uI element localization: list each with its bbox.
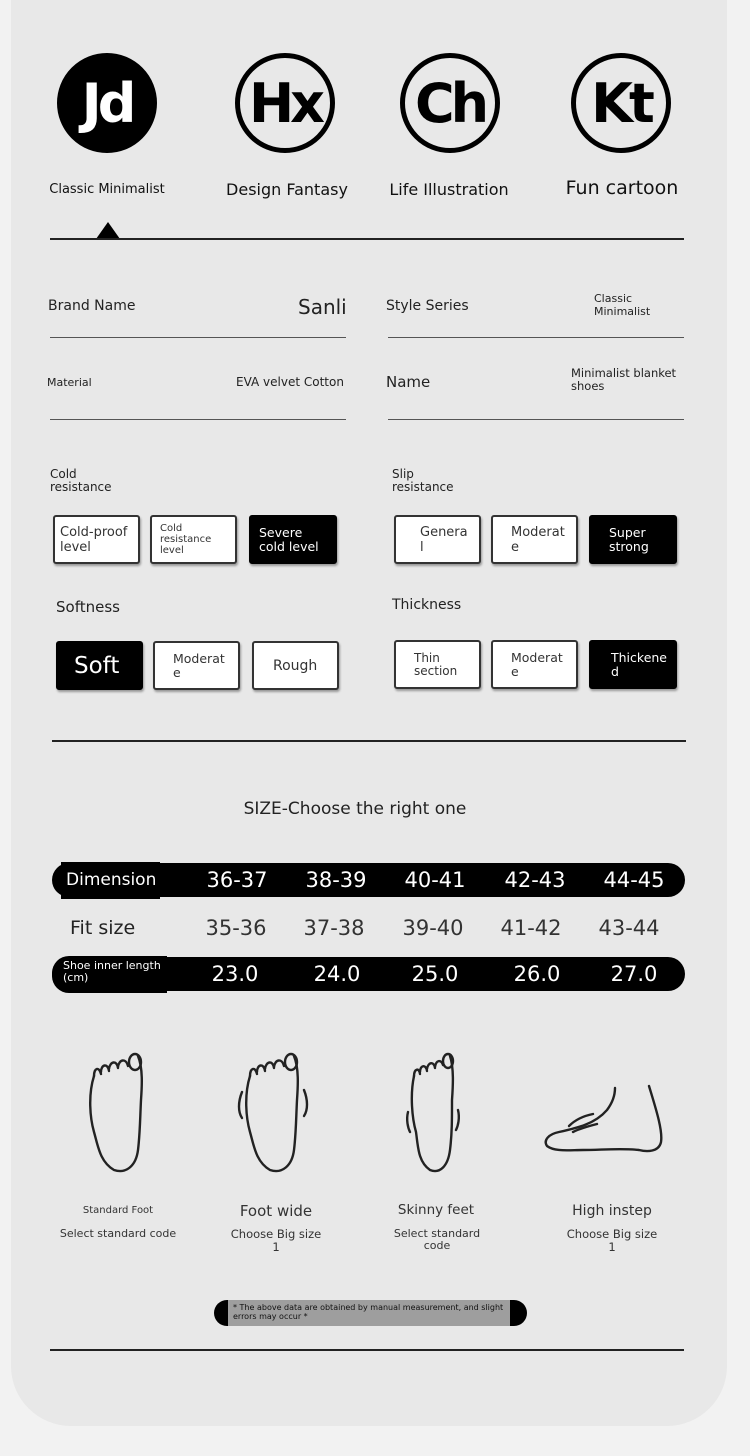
size-cell: 35-36 xyxy=(205,916,267,940)
wide-foot-icon xyxy=(236,1050,316,1176)
foot-advice: Select standard code xyxy=(59,1227,177,1240)
foot-type-label: High instep xyxy=(572,1203,652,1219)
style-logo-ch[interactable]: Ch xyxy=(400,53,500,153)
divider-top xyxy=(50,238,684,240)
info-divider xyxy=(50,337,346,338)
style-logo-kt[interactable]: Kt xyxy=(571,53,671,153)
slip-option-moderate[interactable]: Moderate xyxy=(491,515,578,564)
style-logo-hx[interactable]: Hx xyxy=(235,53,335,153)
foot-advice: Select standard code xyxy=(393,1227,481,1252)
divider-bottom xyxy=(50,1349,684,1351)
measurement-note-pill xyxy=(214,1300,527,1326)
fit-size-label: Fit size xyxy=(70,917,136,939)
size-cell: 43-44 xyxy=(598,916,660,940)
size-title: SIZE-Choose the right one xyxy=(243,799,467,819)
size-cell: 39-40 xyxy=(402,916,464,940)
size-cell: 23.0 xyxy=(211,962,259,986)
material-label: Material xyxy=(47,376,92,389)
softness-option-moderate[interactable]: Moderate xyxy=(153,641,240,690)
softness-label: Softness xyxy=(56,598,120,616)
slip-option-general[interactable]: General xyxy=(394,515,481,564)
info-divider xyxy=(388,337,684,338)
style-logo-jd[interactable]: Jd xyxy=(57,53,157,153)
thickness-option-thickened[interactable]: Thickened xyxy=(589,640,677,689)
size-cell: 37-38 xyxy=(303,916,365,940)
size-cell: 24.0 xyxy=(313,962,361,986)
shoe-length-label: Shoe inner length (cm) xyxy=(63,959,161,984)
style-label-life: Life Illustration xyxy=(389,180,509,199)
skinny-foot-icon xyxy=(404,1050,464,1176)
size-cell: 26.0 xyxy=(513,962,561,986)
material-value: EVA velvet Cotton xyxy=(236,375,344,389)
dimension-label: Dimension xyxy=(66,870,157,890)
foot-type-label: Foot wide xyxy=(239,1202,313,1220)
name-label: Name xyxy=(386,373,431,391)
foot-type-label: Skinny feet xyxy=(397,1202,475,1218)
softness-option-soft[interactable]: Soft xyxy=(56,641,143,690)
brand-name-value: Sanli xyxy=(298,295,347,319)
info-divider xyxy=(50,419,346,420)
size-cell: 41-42 xyxy=(500,916,562,940)
style-label-fun: Fun cartoon xyxy=(565,177,679,199)
size-cell: 38-39 xyxy=(305,868,367,892)
thickness-option-moderate[interactable]: Moderate xyxy=(491,640,578,689)
size-cell: 44-45 xyxy=(603,868,665,892)
measurement-note: * The above data are obtained by manual measurement, and slight errors may occur * xyxy=(233,1303,504,1321)
standard-foot-icon xyxy=(80,1050,156,1176)
info-divider xyxy=(388,419,684,420)
size-cell: 42-43 xyxy=(504,868,566,892)
softness-option-rough[interactable]: Rough xyxy=(252,641,339,690)
foot-advice: Choose Big size 1 xyxy=(230,1227,322,1254)
style-series-value: Classic Minimalist xyxy=(594,292,651,318)
cold-option-cold-resistance[interactable]: Cold resistance level xyxy=(150,515,237,564)
brand-name-label: Brand Name xyxy=(48,298,136,314)
high-instep-icon xyxy=(543,1080,665,1156)
slip-resistance-label: Slip resistance xyxy=(392,467,454,494)
foot-type-label: Standard Foot xyxy=(82,1205,154,1216)
foot-advice: Choose Big size 1 xyxy=(566,1227,658,1254)
slip-option-super-strong[interactable]: Super strong xyxy=(589,515,677,564)
size-cell: 27.0 xyxy=(610,962,658,986)
divider-middle xyxy=(52,740,686,742)
style-label-design: Design Fantasy xyxy=(226,180,348,199)
thickness-option-thin[interactable]: Thin section xyxy=(394,640,481,689)
cold-resistance-label: Cold resistance xyxy=(50,467,112,494)
size-cell: 25.0 xyxy=(411,962,459,986)
size-row-dimension xyxy=(52,863,685,897)
style-series-label: Style Series xyxy=(386,298,469,314)
cold-option-cold-proof[interactable]: Cold-proof level xyxy=(53,515,140,564)
thickness-label: Thickness xyxy=(392,597,462,613)
style-label-classic: Classic Minimalist xyxy=(49,182,165,197)
size-cell: 36-37 xyxy=(206,868,268,892)
cold-option-severe[interactable]: Severe cold level xyxy=(249,515,337,564)
name-value: Minimalist blanket shoes xyxy=(571,366,677,393)
size-row-length xyxy=(52,957,685,991)
size-row-fit xyxy=(52,912,685,946)
size-cell: 40-41 xyxy=(404,868,466,892)
